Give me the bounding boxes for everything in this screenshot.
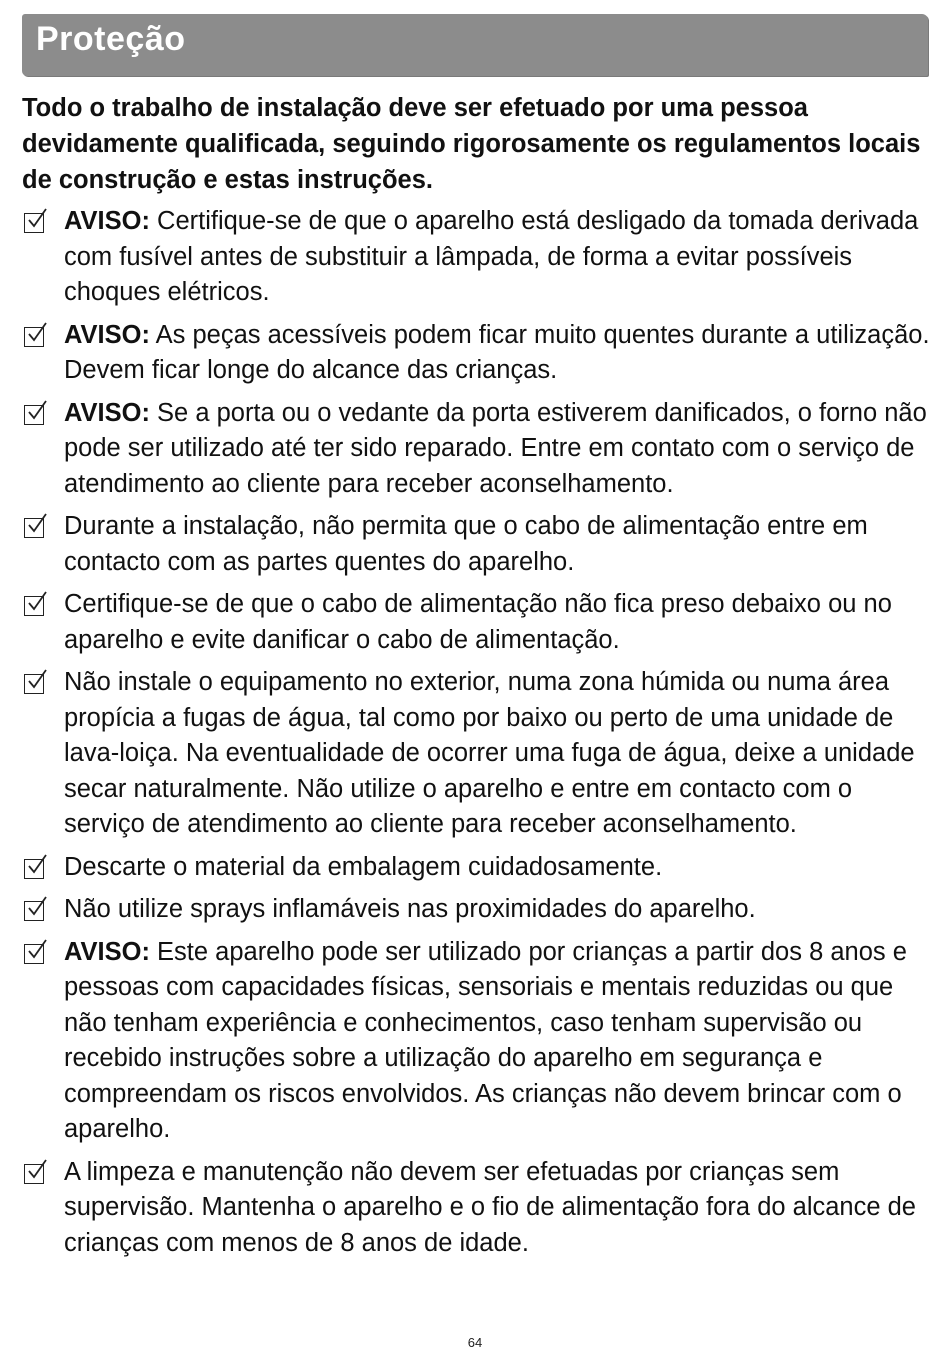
checked-box-icon (24, 596, 44, 616)
checklist-item (22, 850, 932, 886)
checked-box-icon (24, 859, 44, 879)
checklist-item (22, 509, 932, 580)
checklist-item (22, 204, 932, 311)
checklist-item (22, 318, 932, 389)
checked-box-icon (24, 518, 44, 538)
warning-label: AVISO: (64, 207, 150, 235)
checklist-item (22, 665, 932, 843)
warning-label: AVISO: (64, 937, 150, 966)
checked-box-icon (24, 405, 44, 425)
page-number: 64 (467, 1335, 483, 1350)
section-title: Proteção (36, 20, 186, 58)
section-header-bar (22, 14, 928, 76)
checked-box-icon (24, 674, 44, 694)
warning-label: AVISO: (64, 320, 150, 349)
item-text: Não instale o equipamento no exterior, numa zona húmida ou numa área propícia a fugas de água, tal como por baixo ou perto de uma unidade de lava-loiça. Na eventualidade de ocorrer uma fuga de água, deixe a unidade secar naturalmente. Não utilize o aparelho e entre em contacto com o serviço de atendimento ao cliente para receber aconselhamento. (64, 668, 915, 838)
checked-box-icon (24, 327, 44, 347)
item-text: As peças acessíveis podem ficar muito quentes durante a utilização. Devem ficar longe do alcance das crianças. (64, 320, 930, 384)
item-text: Durante a instalação, não permita que o cabo de alimentação entre em contacto com as partes quentes do aparelho. (64, 512, 868, 576)
checklist-item (22, 587, 932, 658)
checklist-item (22, 396, 932, 503)
warning-label: AVISO: (64, 398, 150, 427)
item-text: Descarte o material da embalagem cuidadosamente. (64, 852, 663, 881)
checked-box-icon (24, 1164, 44, 1184)
item-text: A limpeza e manutenção não devem ser efetuadas por crianças sem supervisão. Mantenha o aparelho e o fio de alimentação fora do alcance de crianças com menos de 8 anos de idade. (64, 1157, 916, 1257)
checked-box-icon (24, 213, 44, 233)
item-text: Não utilize sprays inflamáveis nas proximidades do aparelho. (64, 895, 756, 923)
intro-paragraph: Todo o trabalho de instalação deve ser efetuado por uma pessoa devidamente qualificada, seguindo rigorosamente os regulamentos locais de construção e estas instruções. (22, 94, 921, 194)
checklist-item (22, 935, 932, 1148)
checklist-item (22, 892, 932, 928)
safety-checklist (22, 204, 932, 1268)
checked-box-icon (24, 944, 44, 964)
item-text: Certifique-se de que o aparelho está desligado da tomada derivada com fusível antes de substituir a lâmpada, de forma a evitar possíveis choques elétricos. (64, 207, 919, 306)
item-text: Se a porta ou o vedante da porta estiverem danificados, o forno não pode ser utilizado até ter sido reparado. Entre em contato com o serviço de atendimento ao cliente para receber aconselhamento. (64, 398, 927, 498)
checked-box-icon (24, 901, 44, 921)
item-text: Este aparelho pode ser utilizado por crianças a partir dos 8 anos e pessoas com capacidades físicas, sensoriais e mentais reduzidas ou que não tenham experiência e conhecimentos, caso tenham supervisão ou recebido instruções sobre a utilização do aparelho em segurança e compreendam os riscos envolvidos. As crianças não devem brincar com o aparelho. (64, 937, 907, 1143)
item-text: Certifique-se de que o cabo de alimentação não fica preso debaixo ou no aparelho e evite danificar o cabo de alimentação. (64, 590, 892, 654)
checklist-item (22, 1155, 932, 1262)
